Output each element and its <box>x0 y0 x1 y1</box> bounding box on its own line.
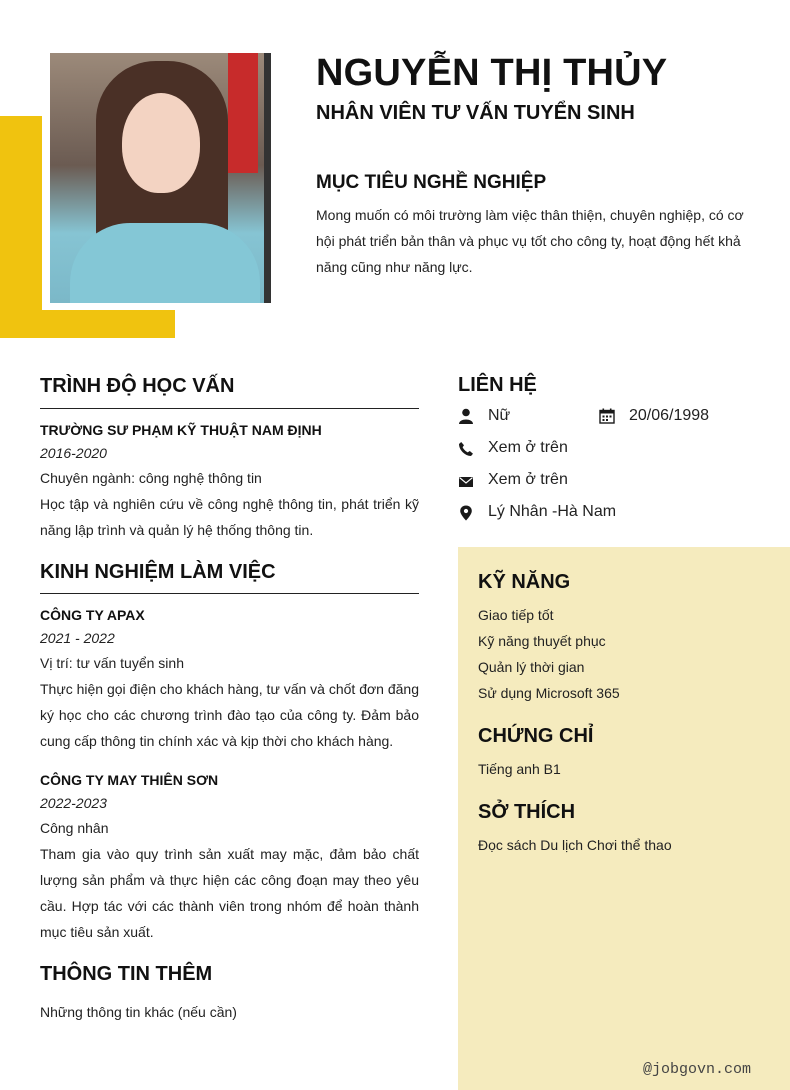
accent-block <box>0 116 42 338</box>
contact-email: Xem ở trên <box>488 471 568 488</box>
location-pin-icon <box>458 505 474 521</box>
education-title: TRÌNH ĐỘ HỌC VẤN <box>40 375 235 397</box>
contact-address: Lý Nhân -Hà Nam <box>488 503 617 520</box>
job-period: 2022-2023 <box>40 795 107 811</box>
job-title: NHÂN VIÊN TƯ VẤN TUYỂN SINH <box>316 102 635 124</box>
job-description: Tham gia vào quy trình sản xuất may mặc, đảm bảo chất lượng sản phẩm và thực hiện các công đoạn may theo yêu cầu. Hợp tác với các thành viên trong nhóm để hoàn thành mục tiêu sản xuất. <box>40 846 419 940</box>
contact-gender: Nữ <box>488 407 511 424</box>
education-major: Chuyên ngành: công nghệ thông tin <box>40 470 262 486</box>
education-description: Học tập và nghiên cứu về công nghệ thông tin, phát triển kỹ năng lập trình và quản lý hệ thống thông tin. <box>40 496 419 538</box>
experience-divider <box>40 593 419 594</box>
experience-title: KINH NGHIỆM LÀM VIỆC <box>40 561 276 583</box>
objective-text: Mong muốn có môi trường làm việc thân thiện, chuyên nghiệp, có cơ hội phát triển bản thân và phục vụ tốt cho công ty, hoạt động hết khả năng cũng như năng lực. <box>316 207 744 275</box>
hobbies-text: Đọc sách Du lịch Chơi thể thao <box>478 837 672 853</box>
calendar-icon <box>599 408 615 424</box>
education-period: 2016-2020 <box>40 445 107 461</box>
certificate-item: Tiếng anh B1 <box>478 761 561 777</box>
watermark: @jobgovn.com <box>643 1061 752 1078</box>
contact-birthday: 20/06/1998 <box>629 407 710 424</box>
job-company: CÔNG TY APAX <box>40 607 145 623</box>
skills-title: KỸ NĂNG <box>478 571 571 593</box>
skill-item: Sử dụng Microsoft 365 <box>478 685 620 701</box>
person-icon <box>458 408 474 424</box>
job-position: Công nhân <box>40 820 109 836</box>
additional-title: THÔNG TIN THÊM <box>40 963 213 985</box>
job-position: Vị trí: tư vấn tuyển sinh <box>40 655 184 671</box>
education-school: TRƯỜNG SƯ PHẠM KỸ THUẬT NAM ĐỊNH <box>40 422 322 438</box>
job-description: Thực hiện gọi điện cho khách hàng, tư vấn và chốt đơn đăng ký học cho các chương trình đào tạo của công ty. Đảm bảo cung cấp thông tin chính xác và kịp thời cho khách hàng. <box>40 681 419 749</box>
skill-item: Giao tiếp tốt <box>478 607 554 623</box>
profile-photo <box>50 53 271 303</box>
objective-title: MỤC TIÊU NGHỀ NGHIỆP <box>316 172 547 193</box>
additional-text: Những thông tin khác (nếu cần) <box>40 1004 237 1020</box>
contact-title: LIÊN HỆ <box>458 374 537 396</box>
phone-icon <box>458 441 474 457</box>
education-divider <box>40 408 419 409</box>
skill-item: Quản lý thời gian <box>478 659 585 675</box>
hobbies-title: SỞ THÍCH <box>478 801 576 823</box>
accent-block-bottom <box>0 310 175 338</box>
certificates-title: CHỨNG CHỈ <box>478 725 594 747</box>
job-company: CÔNG TY MAY THIÊN SƠN <box>40 772 219 788</box>
contact-phone: Xem ở trên <box>488 439 568 456</box>
job-period: 2021 - 2022 <box>40 630 115 646</box>
mail-icon <box>458 474 474 490</box>
candidate-name: NGUYỄN THỊ THỦY <box>316 52 668 94</box>
skill-item: Kỹ năng thuyết phục <box>478 633 606 649</box>
